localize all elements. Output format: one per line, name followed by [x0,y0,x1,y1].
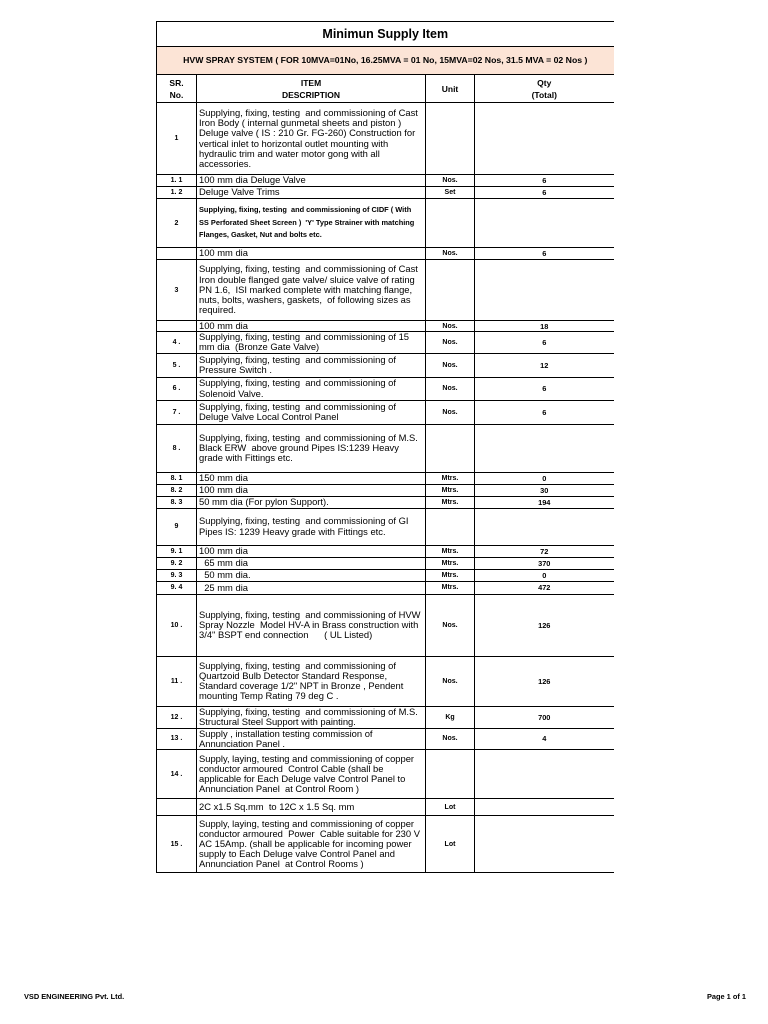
row-sr-number: 2 [157,199,197,248]
row-qty: 126 [475,656,614,706]
row-unit: Mtrs. [426,484,475,496]
row-description: 150 mm dia [197,472,426,484]
row-unit: Mtrs. [426,557,475,569]
row-unit: Nos. [426,377,475,400]
table-row [157,353,614,377]
row-qty [475,816,614,873]
row-description: 100 mm dia [197,248,426,260]
table-row [157,260,614,321]
row-description: Supplying, fixing, testing and commissioning of HVW Spray Nozzle Model HV-A in Brass construction with 3/4" BSPT end connection ( UL Listed) [197,594,426,656]
row-description: 2C x1.5 Sq.mm to 12C x 1.5 Sq. mm [197,799,426,816]
table-row [157,332,614,353]
row-unit: Nos. [426,321,475,332]
row-qty: 0 [475,472,614,484]
row-qty: 6 [475,175,614,187]
table-row [157,496,614,508]
row-unit: Nos. [426,594,475,656]
table-row [157,750,614,799]
row-description: Supplying, fixing, testing and commissioning of Deluge Valve Local Control Panel [197,400,426,424]
row-unit [426,508,475,545]
row-qty: 0 [475,569,614,581]
table-title: Minimun Supply Item [157,22,614,47]
row-description: Supply , installation testing commission of Annunciation Panel . [197,728,426,749]
table-row [157,557,614,569]
row-unit [426,424,475,472]
row-qty [475,260,614,321]
row-unit: Mtrs. [426,472,475,484]
company-name: VSD ENGINEERING Pvt. Ltd. [24,992,125,1001]
row-unit: Nos. [426,353,475,377]
row-description: 25 mm dia [197,581,426,594]
row-unit: Nos. [426,175,475,187]
row-qty [475,799,614,816]
table-row [157,484,614,496]
row-unit: Nos. [426,728,475,749]
row-sr-number: 8 . [157,424,197,472]
table-row [157,321,614,332]
row-description: 100 mm dia [197,484,426,496]
row-sr-number: 7 . [157,400,197,424]
row-sr-number: 14 . [157,750,197,799]
row-sr-number [157,799,197,816]
row-qty: 4 [475,728,614,749]
table-row [157,594,614,656]
table-row [157,400,614,424]
row-description: Deluge Valve Trims [197,187,426,199]
row-description: 100 mm dia [197,321,426,332]
row-qty: 72 [475,545,614,557]
row-qty [475,199,614,248]
row-qty: 370 [475,557,614,569]
row-sr-number: 1 [157,103,197,175]
row-description: Supplying, fixing, testing and commissioning of Cast Iron double flanged gate valve/ sluice valve of rating PN 1.6, ISI marked complete with matching flange, nuts, bolts, washers, gaskets, of following sizes as required. [197,260,426,321]
table-row [157,508,614,545]
row-unit: Kg [426,706,475,728]
row-unit: Mtrs. [426,581,475,594]
row-sr-number: 8. 2 [157,484,197,496]
row-sr-number: 9. 4 [157,581,197,594]
row-qty: 6 [475,332,614,353]
row-unit: Mtrs. [426,545,475,557]
row-sr-number: 8. 1 [157,472,197,484]
row-sr-number: 9. 1 [157,545,197,557]
row-sr-number: 5 . [157,353,197,377]
row-qty: 472 [475,581,614,594]
table-row [157,472,614,484]
table-row [157,706,614,728]
row-unit [426,199,475,248]
row-description: Supplying, fixing, testing and commissioning of Solenoid Valve. [197,377,426,400]
row-sr-number: 8. 3 [157,496,197,508]
header-sr: SR. No. [157,75,197,103]
banner-row [157,47,614,75]
row-description: 100 mm dia Deluge Valve [197,175,426,187]
row-sr-number: 9 [157,508,197,545]
row-description: 50 mm dia. [197,569,426,581]
header-row [157,75,614,103]
table-row [157,799,614,816]
row-qty: 194 [475,496,614,508]
row-description: Supplying, fixing, testing and commissioning of M.S. Structural Steel Support with painting. [197,706,426,728]
row-qty: 6 [475,248,614,260]
table-row [157,545,614,557]
row-sr-number [157,321,197,332]
row-qty: 6 [475,377,614,400]
row-description: 65 mm dia [197,557,426,569]
table-row [157,248,614,260]
row-unit: Mtrs. [426,496,475,508]
row-qty: 30 [475,484,614,496]
row-unit: Nos. [426,332,475,353]
row-sr-number: 6 . [157,377,197,400]
row-sr-number: 3 [157,260,197,321]
row-sr-number: 1. 2 [157,187,197,199]
table-row [157,581,614,594]
row-unit: Set [426,187,475,199]
table-row [157,656,614,706]
row-sr-number: 9. 3 [157,569,197,581]
row-qty [475,750,614,799]
table-row [157,199,614,248]
row-description: Supplying, fixing, testing and commissioning of GI Pipes IS: 1239 Heavy grade with Fittings etc. [197,508,426,545]
row-description: Supply, laying, testing and commissioning of copper conductor armoured Control Cable (shall be applicable for Each Deluge valve Control Panel to Annunciation Panel at Control Room ) [197,750,426,799]
row-sr-number: 11 . [157,656,197,706]
row-unit: Nos. [426,248,475,260]
table-row [157,728,614,749]
system-banner: HVW SPRAY SYSTEM ( FOR 10MVA=01No, 16.25MVA = 01 No, 15MVA=02 Nos, 31.5 MVA = 02 Nos ) [157,47,614,75]
table-row [157,569,614,581]
row-description: 50 mm dia (For pylon Support). [197,496,426,508]
table-row [157,103,614,175]
row-qty [475,508,614,545]
row-description: Supplying, fixing, testing and commissioning of Pressure Switch . [197,353,426,377]
row-unit [426,750,475,799]
table-row [157,175,614,187]
row-sr-number: 12 . [157,706,197,728]
row-sr-number: 10 . [157,594,197,656]
row-unit [426,260,475,321]
title-row [157,22,614,47]
header-unit: Unit [426,75,475,103]
row-qty [475,424,614,472]
row-sr-number: 9. 2 [157,557,197,569]
row-description: Supplying, fixing, testing and commissioning of M.S. Black ERW above ground Pipes IS:1239 Heavy grade with Fittings etc. [197,424,426,472]
row-qty: 12 [475,353,614,377]
table-row [157,424,614,472]
row-qty [475,103,614,175]
table-row [157,816,614,873]
row-sr-number [157,248,197,260]
row-description: Supplying, fixing, testing and commissioning of Cast Iron Body ( internal gunmetal sheets and piston ) Deluge valve ( IS : 210 Gr. FG-260) Construction for vertical inlet to horizontal outlet mounting with hydraulic trim and water motor gong with all accessories. [197,103,426,175]
row-sr-number: 4 . [157,332,197,353]
row-qty: 18 [475,321,614,332]
row-unit: Lot [426,816,475,873]
row-description: Supplying, fixing, testing and commissioning of CIDF ( With SS Perforated Sheet Screen ) 'Y' Type Strainer with matching Flanges, Gasket, Nut and bolts etc. [197,199,426,248]
row-unit: Nos. [426,400,475,424]
header-item: ITEM DESCRIPTION [197,75,426,103]
row-unit [426,103,475,175]
row-sr-number: 1. 1 [157,175,197,187]
row-qty: 6 [475,187,614,199]
row-description: Supplying, fixing, testing and commissioning of Quartzoid Bulb Detector Standard Response, Standard coverage 1/2" NPT in Bronze , Pendent mounting Temp Rating 79 deg C . [197,656,426,706]
header-qty: Qty (Total) [475,75,614,103]
row-description: Supply, laying, testing and commissioning of copper conductor armoured Power Cable suitable for 230 V AC 15Amp. (shall be applicable for incoming power supply to Each Deluge valve Control Panel and Annunciation Panel at Control Rooms ) [197,816,426,873]
row-description: 100 mm dia [197,545,426,557]
row-qty: 6 [475,400,614,424]
page-number: Page 1 of 1 [706,992,746,1001]
supply-item-table [156,21,614,873]
table-row [157,377,614,400]
row-sr-number: 15 . [157,816,197,873]
row-sr-number: 13 . [157,728,197,749]
row-unit: Mtrs. [426,569,475,581]
table-row [157,187,614,199]
row-description: Supplying, fixing, testing and commissioning of 15 mm dia (Bronze Gate Valve) [197,332,426,353]
row-qty: 126 [475,594,614,656]
row-unit: Nos. [426,656,475,706]
row-unit: Lot [426,799,475,816]
row-qty: 700 [475,706,614,728]
